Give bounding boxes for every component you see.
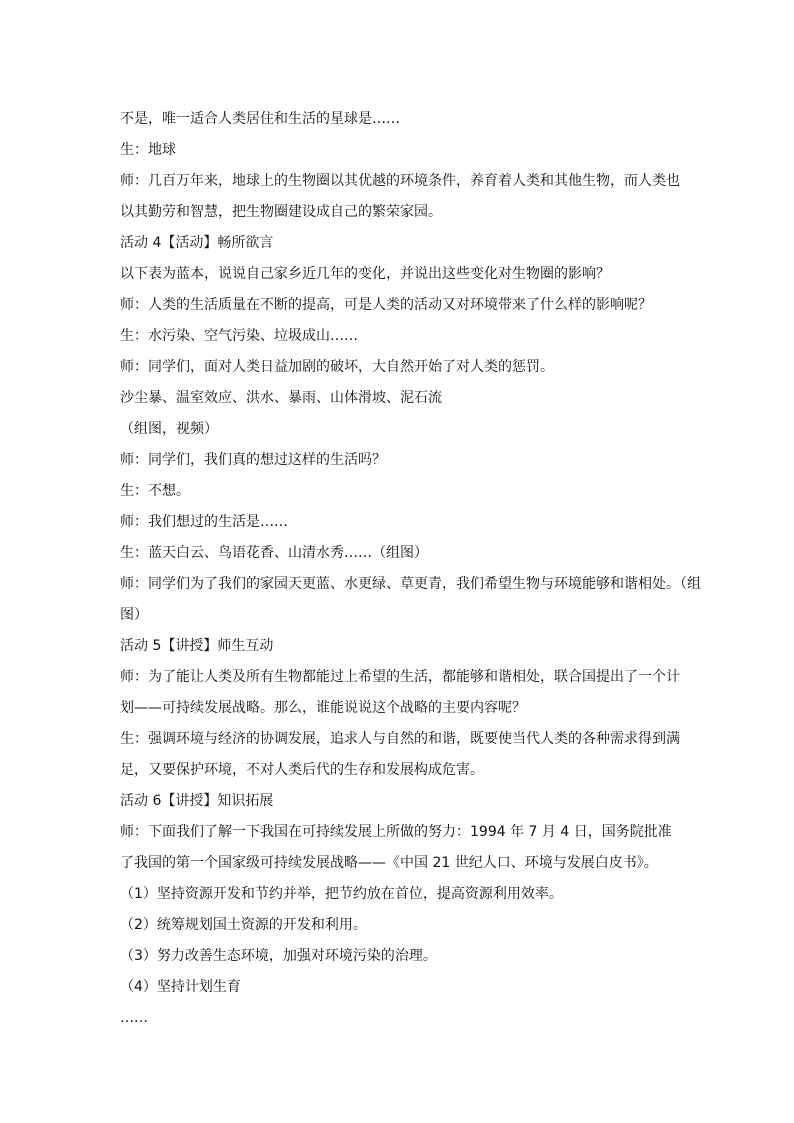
text-line: 生：不想。 [120, 483, 190, 499]
text-line: 不是，唯一适合人类居住和生活的星球是…… [120, 111, 400, 127]
text-line: 了我国的第一个国家级可持续发展战略——《中国 21 世纪人口、环境与发展白皮书》。 [120, 855, 658, 871]
text-line: 师：同学们，我们真的想过这样的生活吗？ [120, 452, 386, 468]
text-line: 沙尘暴、温室效应、洪水、暴雨、山体滑坡、泥石流 [120, 390, 442, 406]
text-line: 以其勤劳和智慧，把生物圈建设成自己的繁荣家园。 [120, 204, 442, 220]
text-line: 师：为了能让人类及所有生物都能过上希望的生活，都能够和谐相处，联合国提出了一个计 [120, 669, 680, 685]
text-line: 师：我们想过的生活是…… [120, 514, 288, 530]
document-body [120, 104, 701, 1034]
text-line: 生：蓝天白云、鸟语花香、山清水秀……（组图） [120, 545, 428, 561]
list-item: （3）努力改善生态环境，加强对环境污染的治理。 [120, 948, 437, 964]
text-line: 生：强调环境与经济的协调发展，追求人与自然的和谐，既要使当代人类的各种需求得到满 [120, 731, 680, 747]
text-line: （组图，视频） [120, 421, 218, 437]
text-line: 图） [120, 607, 148, 623]
text-line: 师：同学们，面对人类日益加剧的破坏，大自然开始了对人类的惩罚。 [120, 359, 554, 375]
text-line: 足，又要保护环境，不对人类后代的生存和发展构成危害。 [120, 762, 484, 778]
text-line: 师：同学们为了我们的家园天更蓝、水更绿、草更青，我们希望生物与环境能够和谐相处。（组 [120, 576, 701, 592]
ellipsis-line: …… [120, 1010, 148, 1026]
text-line: 师：下面我们了解一下我国在可持续发展上所做的努力：1994 年 7 月 4 日，国务院批准 [120, 824, 672, 840]
text-line: 划——可持续发展战略。那么，谁能说说这个战略的主要内容呢？ [120, 700, 526, 716]
list-item: （2）统筹规划国土资源的开发和利用。 [120, 917, 367, 933]
activity-heading: 活动 4【活动】畅所欲言 [120, 235, 274, 251]
text-line: 师：几百万年来，地球上的生物圈以其优越的环境条件，养育着人类和其他生物，而人类也 [120, 173, 680, 189]
text-line: 生：水污染、空气污染、垃圾成山…… [120, 328, 358, 344]
list-item: （4）坚持计划生育 [120, 979, 241, 995]
text-line: 师：人类的生活质量在不断的提高，可是人类的活动又对环境带来了什么样的影响呢？ [120, 297, 652, 313]
activity-heading: 活动 5【讲授】师生互动 [120, 638, 274, 654]
activity-heading: 活动 6【讲授】知识拓展 [120, 793, 274, 809]
text-line: 以下表为蓝本，说说自己家乡近几年的变化，并说出这些变化对生物圈的影响？ [120, 266, 610, 282]
text-line: 生：地球 [120, 142, 176, 158]
list-item: （1）坚持资源开发和节约并举，把节约放在首位，提高资源利用效率。 [120, 886, 563, 902]
